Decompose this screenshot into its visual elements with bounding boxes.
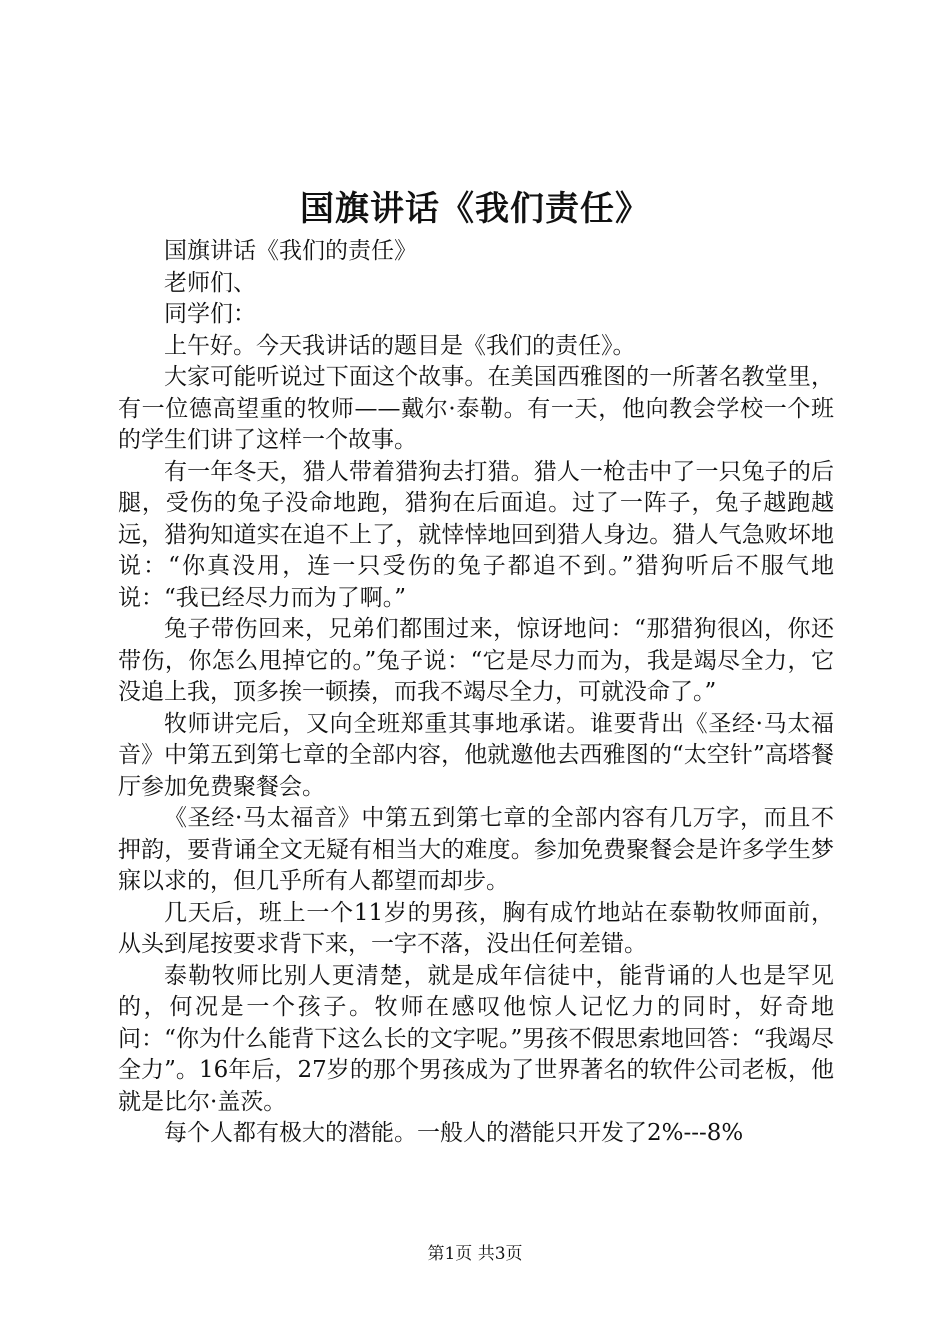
paragraph: 每个人都有极大的潜能。一般人的潜能只开发了2%---8% [164,1120,744,1146]
paragraph: 上午好。今天我讲话的题目是《我们的责任》。 [164,332,636,359]
page-footer: 第1页 共3页 [427,1244,523,1264]
paragraph: 牧师讲完后，又向全班郑重其事地承诺。谁要背出《圣经·马太福音》中第五到第七章的全部内容，他就邀他去西雅图的“太空针”高塔餐厅参加免费聚餐会。 [118,710,834,800]
paragraph: 几天后，班上一个11岁的男孩，胸有成竹地站在泰勒牧师面前，从头到尾按要求背下来，一字不落，没出任何差错。 [118,899,834,957]
document-title: 国旗讲话《我们责任》 [300,189,650,229]
document-body [118,236,834,1150]
paragraph: 国旗讲话《我们的责任》 [164,238,417,264]
paragraph: 《圣经·马太福音》中第五到第七章的全部内容有几万字，而且不押韵，要背诵全文无疑有相当大的难度。参加免费聚餐会是许多学生梦寐以求的，但几乎所有人都望而却步。 [118,805,834,894]
paragraph: 同学们： [164,301,256,327]
paragraph: 有一年冬天，猎人带着猎狗去打猎。猎人一枪击中了一只兔子的后腿，受伤的兔子没命地跑，猎狗在后面追。过了一阵子，兔子越跑越远，猎狗知道实在追不上了，就悻悻地回到猎人身边。猎人气急败坏地说：“你真没用，连一只受伤的兔子都追不到。”猎狗听后不服气地说：“我已经尽力而为了啊。” [118,458,834,611]
paragraph: 老师们、 [164,269,256,296]
paragraph: 大家可能听说过下面这个故事。在美国西雅图的一所著名教堂里，有一位德高望重的牧师——戴尔·泰勒。有一天，他向教会学校一个班的学生们讲了这样一个故事。 [118,364,834,453]
paragraph: 泰勒牧师比别人更清楚，就是成年信徒中，能背诵的人也是罕见的，何况是一个孩子。牧师在感叹他惊人记忆力的同时，好奇地问：“你为什么能背下这么长的文字呢。”男孩不假思索地回答：“我竭尽全力”。16年后，27岁的那个男孩成为了世界著名的软件公司老板，他就是比尔·盖茨。 [118,962,834,1115]
paragraph: 兔子带伤回来，兄弟们都围过来，惊讶地问：“那猎狗很凶，你还带伤，你怎么甩掉它的。”兔子说：“它是尽力而为，我是竭尽全力，它没追上我，顶多挨一顿揍，而我不竭尽全力，可就没命了。” [118,616,834,705]
